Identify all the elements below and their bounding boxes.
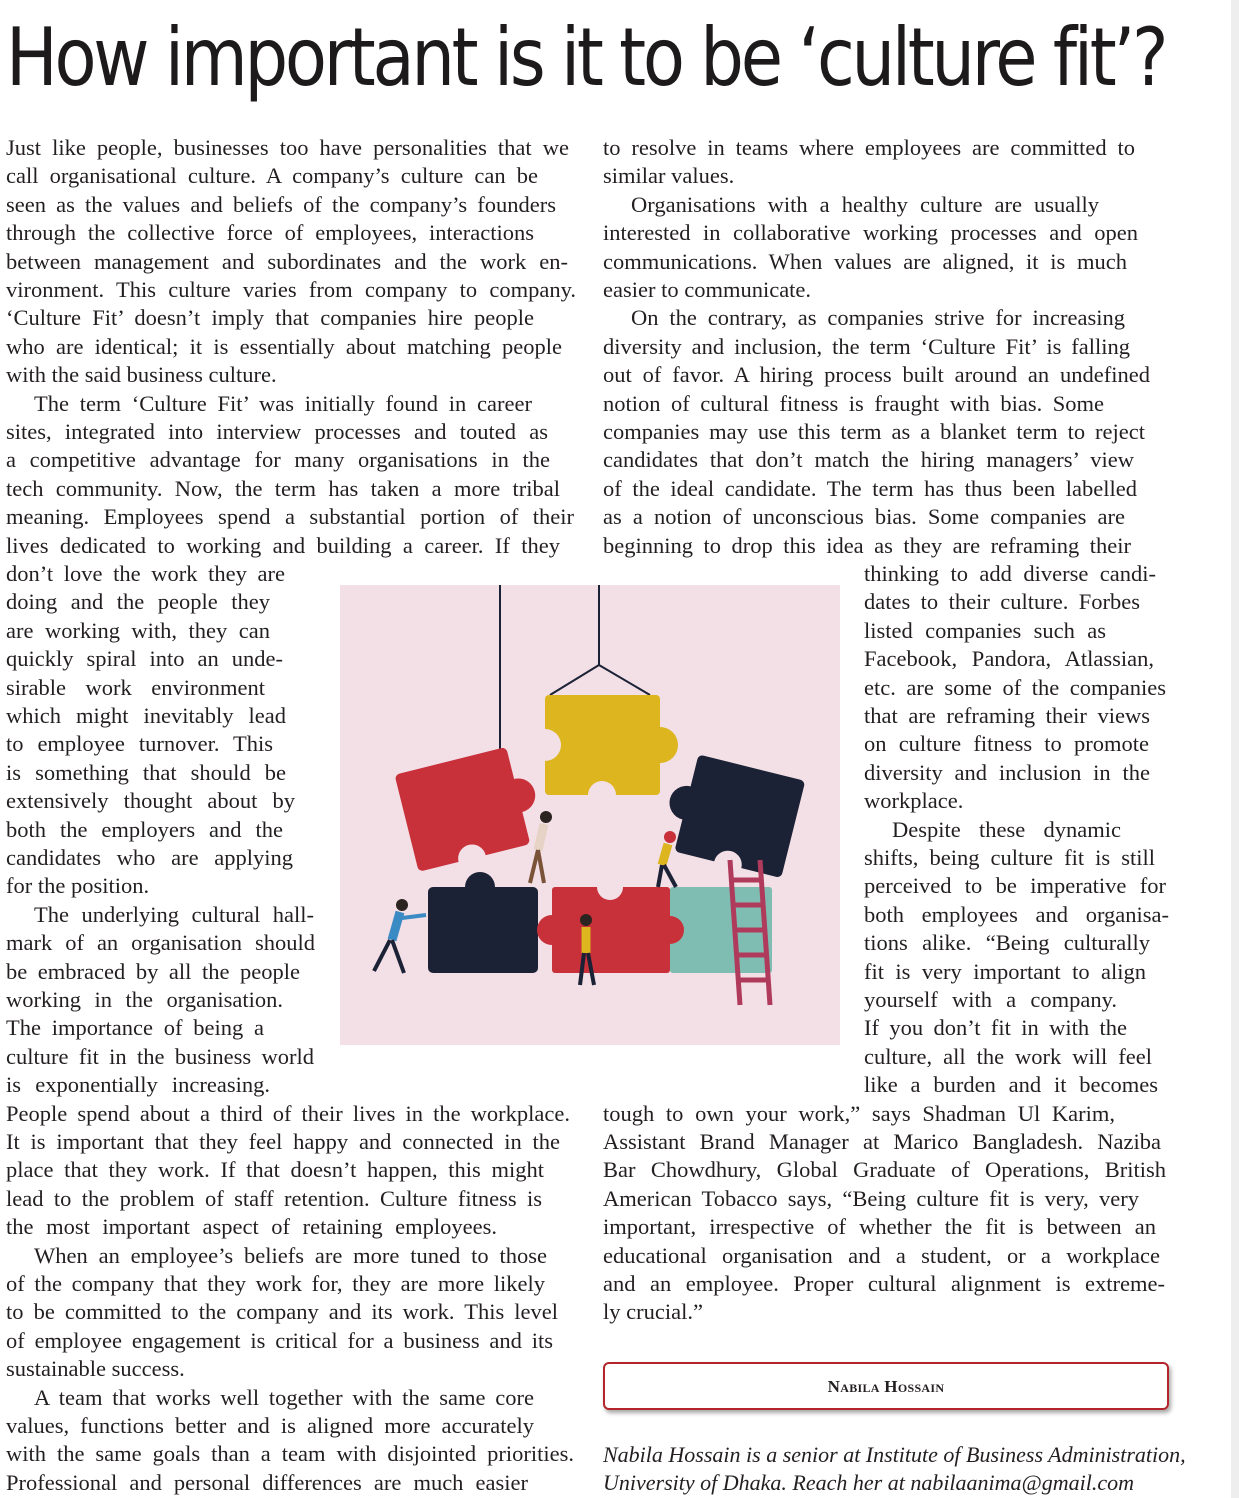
- text-line: shifts, being culture fit is still: [864, 845, 1155, 870]
- text-line: ‘Culture Fit’ doesn’t imply that companies hire people: [6, 305, 534, 331]
- text-line: both employees and organisa-: [864, 901, 1169, 927]
- text-line: The importance of being a: [6, 1015, 264, 1041]
- text-line: If you don’t fit in with the: [864, 1015, 1127, 1041]
- puzzle-illustration: [340, 585, 840, 1045]
- text-line: place that they work. If that doesn’t happen, this might: [6, 1157, 544, 1183]
- author-bio-line: University of Dhaka. Reach her at nabilaanima@gmail.com: [603, 1470, 1135, 1496]
- text-line: On the contrary, as companies strive for increasing: [631, 305, 1125, 331]
- text-line: sustainable success.: [6, 1356, 185, 1382]
- navy-puzzle-piece-bottom: [428, 872, 538, 973]
- text-line: to employee turnover. This: [6, 731, 273, 757]
- text-line: seen as the values and beliefs of the company’s founders: [6, 191, 556, 217]
- headline: How important is it to be ‘culture fit’?: [6, 11, 1166, 104]
- text-line: candidates that don’t match the hiring managers’ view: [603, 447, 1134, 473]
- text-line: similar values.: [603, 163, 735, 189]
- text-line: educational organisation and a student, or a workplace: [603, 1242, 1160, 1268]
- text-line: sites, integrated into interview processes and touted as: [6, 419, 548, 444]
- text-line: values, functions better and is aligned more accurately: [6, 1413, 534, 1438]
- text-line: People spend about a third of their lives in the workplace.: [6, 1100, 570, 1126]
- text-line: communications. When values are aligned, it is much: [603, 248, 1127, 274]
- text-line: extensively thought about by: [6, 788, 295, 814]
- text-line: don’t love the work they are: [6, 561, 285, 586]
- text-line: which might inevitably lead: [6, 703, 286, 728]
- text-line: notion of cultural fitness is fraught with bias. Some: [603, 390, 1104, 416]
- byline-box: [603, 1362, 1169, 1410]
- text-line: It is important that they feel happy and connected in the: [6, 1129, 560, 1154]
- text-line: quickly spiral into an unde-: [6, 646, 283, 672]
- text-line: doing and the people they: [6, 589, 270, 615]
- text-line: yourself with a company.: [864, 987, 1117, 1012]
- text-line: call organisational culture. A company’s culture can be: [6, 163, 538, 189]
- text-line: tough to own your work,” says Shadman Ul Karim,: [603, 1100, 1115, 1126]
- text-line: tions alike. “Being culturally: [864, 930, 1150, 956]
- text-line: diversity and inclusion, the term ‘Culture Fit’ is falling: [603, 333, 1130, 359]
- text-line: is exponentially increasing.: [6, 1072, 270, 1098]
- text-line: through the collective force of employees, interactions: [6, 220, 534, 246]
- text-line: beginning to drop this idea as they are reframing their: [603, 532, 1131, 558]
- text-line: American Tobacco says, “Being culture fit is very, very: [603, 1185, 1139, 1211]
- text-line: for the position.: [6, 873, 150, 899]
- text-line: sirable work environment: [6, 674, 265, 700]
- text-line: Despite these dynamic: [892, 816, 1121, 842]
- text-line: A team that works well together with the same core: [34, 1384, 534, 1410]
- text-line: Professional and personal differences are much easier: [6, 1469, 528, 1495]
- text-line: culture fit in the business world: [6, 1043, 314, 1069]
- text-line: Bar Chowdhury, Global Graduate of Operations, British: [603, 1157, 1166, 1183]
- text-line: to resolve in teams where employees are committed to: [603, 135, 1135, 160]
- text-line: Just like people, businesses too have personalities that we: [6, 135, 569, 160]
- text-line: as a notion of unconscious bias. Some companies are: [603, 504, 1125, 530]
- text-line: a competitive advantage for many organisations in the: [6, 447, 550, 473]
- text-line: culture, all the work will feel: [864, 1043, 1152, 1069]
- text-line: candidates who are applying: [6, 845, 293, 870]
- puzzle-illustration-svg: [340, 585, 840, 1045]
- text-line: diversity and inclusion in the: [864, 759, 1150, 785]
- text-line: the most important aspect of retaining employees.: [6, 1214, 497, 1240]
- text-line: The term ‘Culture Fit’ was initially found in career: [34, 390, 532, 416]
- text-line: etc. are some of the companies: [864, 674, 1166, 700]
- text-line: out of favor. A hiring process built around an undefined: [603, 362, 1150, 388]
- text-line: vironment. This culture varies from company to company.: [6, 277, 576, 302]
- text-line: workplace.: [864, 788, 964, 814]
- text-line: to be committed to the company and its work. This level: [6, 1299, 558, 1325]
- text-line: meaning. Employees spend a substantial portion of their: [6, 504, 574, 530]
- text-line: both the employers and the: [6, 816, 283, 842]
- author-name: Nabila Hossain: [827, 1377, 945, 1396]
- text-line: like a burden and it becomes: [864, 1072, 1158, 1098]
- red-puzzle-piece-bottom: [537, 874, 670, 973]
- text-line: important, irrespective of whether the fit is between an: [603, 1214, 1156, 1240]
- text-line: with the same goals than a team with disjointed priorities.: [6, 1441, 574, 1467]
- text-line: dates to their culture. Forbes: [864, 589, 1140, 615]
- text-line: mark of an organisation should: [6, 930, 315, 956]
- text-line: is something that should be: [6, 759, 286, 785]
- text-line: and an employee. Proper cultural alignment is extreme-: [603, 1271, 1165, 1296]
- text-line: of employee engagement is critical for a business and its: [6, 1327, 553, 1353]
- text-line: on culture fitness to promote: [864, 731, 1149, 757]
- text-line: Facebook, Pandora, Atlassian,: [864, 646, 1154, 672]
- text-line: of the company that they work for, they are more likely: [6, 1271, 545, 1296]
- text-line: perceived to be imperative for: [864, 873, 1166, 899]
- text-line: easier to communicate.: [603, 277, 812, 302]
- text-line: be embraced by all the people: [6, 958, 300, 984]
- author-bio-line: Nabila Hossain is a senior at Institute of Business Administration,: [603, 1442, 1186, 1467]
- text-line: working in the organisation.: [6, 987, 283, 1012]
- text-line: of the ideal candidate. The term has thus been labelled: [603, 475, 1137, 501]
- page-edge: [1231, 0, 1239, 1498]
- text-line: lives dedicated to working and building a career. If they: [6, 532, 560, 558]
- text-line: companies may use this term as a blanket term to reject: [603, 419, 1145, 444]
- text-line: with the said business culture.: [6, 362, 277, 388]
- text-line: thinking to add diverse candi-: [864, 561, 1156, 586]
- text-line: lead to the problem of staff retention. Culture fitness is: [6, 1185, 542, 1211]
- text-line: who are identical; it is essentially about matching people: [6, 333, 562, 359]
- text-line: fit is very important to align: [864, 958, 1146, 984]
- text-line: When an employee’s beliefs are more tuned to those: [34, 1242, 547, 1268]
- text-line: listed companies such as: [864, 617, 1106, 643]
- text-line: The underlying cultural hall-: [34, 901, 314, 927]
- text-line: between management and subordinates and the work en-: [6, 248, 568, 274]
- text-line: tech community. Now, the term has taken a more tribal: [6, 475, 560, 501]
- text-line: Organisations with a healthy culture are usually: [631, 191, 1099, 217]
- text-line: ly crucial.”: [603, 1299, 703, 1325]
- text-line: that are reframing their views: [864, 703, 1150, 728]
- text-line: Assistant Brand Manager at Marico Bangladesh. Naziba: [603, 1129, 1161, 1154]
- text-line: interested in collaborative working processes and open: [603, 220, 1138, 246]
- text-line: are working with, they can: [6, 617, 270, 643]
- yellow-puzzle-piece: [529, 695, 678, 809]
